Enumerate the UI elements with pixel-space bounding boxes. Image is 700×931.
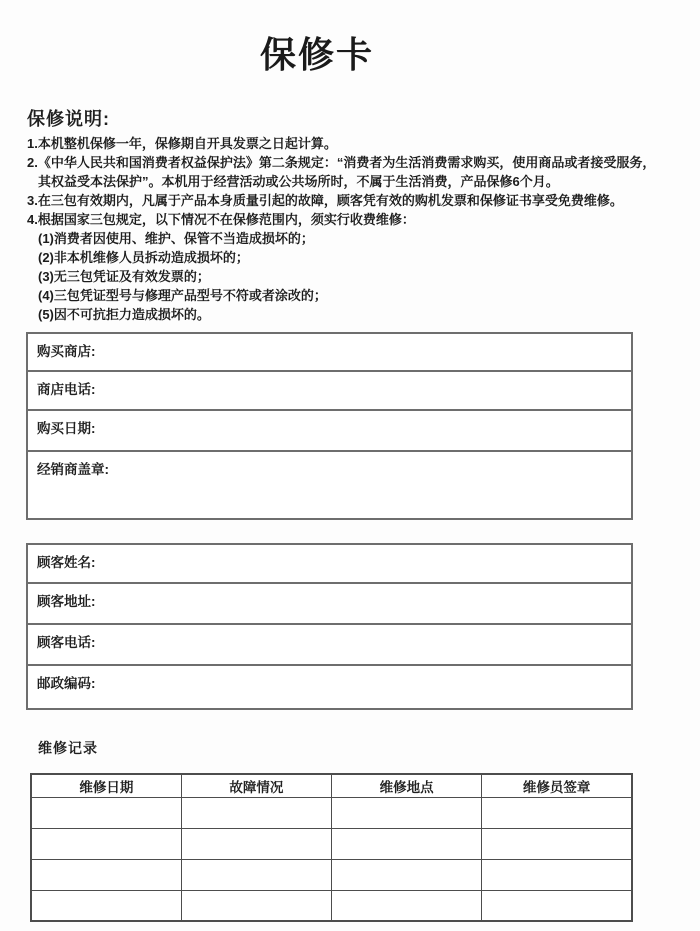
note-subitem: (1)消费者因使用、维护、保管不当造成损坏的； xyxy=(38,231,314,246)
purchase-date-label: 购买日期: xyxy=(37,421,96,436)
repair-record-cell xyxy=(332,859,482,890)
warranty-notes-list xyxy=(27,134,677,324)
note-line: 2.《中华人民共和国消费者权益保护法》第二条规定：“消费者为生活消费需求购买，使用商品或者接受服务， xyxy=(27,155,656,170)
postal-code-label: 邮政编码: xyxy=(37,676,96,691)
note-line: 1.本机整机保修一年，保修期自开具发票之日起计算。 xyxy=(27,136,337,151)
dealer-stamp-label: 经销商盖章: xyxy=(37,462,109,477)
column-header-repair-date: 维修日期 xyxy=(31,774,181,797)
repair-record-cell xyxy=(31,797,181,828)
customer-address-field xyxy=(28,584,631,625)
repair-record-cell xyxy=(332,797,482,828)
note-subitem: (4)三包凭证型号与修理产品型号不符或者涂改的； xyxy=(38,288,327,303)
note-line-continuation: 其权益受本法保护”。本机用于经营活动或公共场所时，不属于生活消费，产品保修6个月。 xyxy=(38,174,559,189)
document-title: 保修卡 xyxy=(259,34,374,75)
column-header-repair-location: 维修地点 xyxy=(332,774,482,797)
note-subitem: (2)非本机维修人员拆动造成损坏的； xyxy=(38,250,249,265)
column-header-repairer-signature: 维修员签章 xyxy=(482,774,632,797)
repair-record-row xyxy=(31,797,632,828)
repair-record-cell xyxy=(332,890,482,921)
postal-code-field xyxy=(28,666,631,708)
repair-record-cell xyxy=(181,890,331,921)
note-subitem: (5)因不可抗拒力造成损坏的。 xyxy=(38,307,210,322)
note-line: 3.在三包有效期内，凡属于产品本身质量引起的故障，顾客凭有效的购机发票和保修证书享受免费维修。 xyxy=(27,193,623,208)
dealer-info-box xyxy=(26,332,633,520)
column-header-fault-condition: 故障情况 xyxy=(181,774,331,797)
repair-record-row xyxy=(31,859,632,890)
repair-record-cell xyxy=(482,797,632,828)
repair-record-cell xyxy=(181,828,331,859)
note-line: 4.根据国家三包规定，以下情况不在保修范围内，须实行收费维修： xyxy=(27,212,415,227)
repair-record-row xyxy=(31,828,632,859)
warranty-notes-heading: 保修说明: xyxy=(27,109,110,129)
repair-record-cell xyxy=(332,828,482,859)
purchase-date-field xyxy=(28,411,631,452)
repair-records-table xyxy=(30,773,633,922)
dealer-stamp-field xyxy=(28,452,631,518)
repair-record-cell xyxy=(181,859,331,890)
customer-info-box xyxy=(26,543,633,710)
purchase-store-label: 购买商店: xyxy=(37,344,96,359)
repair-record-cell xyxy=(181,797,331,828)
customer-name-label: 顾客姓名: xyxy=(37,555,96,570)
customer-phone-field xyxy=(28,625,631,666)
store-phone-label: 商店电话: xyxy=(37,382,96,397)
purchase-store-field xyxy=(28,334,631,372)
repair-record-cell xyxy=(31,890,181,921)
title-container xyxy=(0,27,634,78)
customer-name-field xyxy=(28,545,631,584)
repair-record-row xyxy=(31,890,632,921)
repair-record-cell xyxy=(482,828,632,859)
repair-records-heading: 维修记录 xyxy=(38,740,98,756)
repair-table-header-row xyxy=(31,774,632,797)
repair-record-cell xyxy=(482,859,632,890)
store-phone-field xyxy=(28,372,631,411)
note-subitem: (3)无三包凭证及有效发票的； xyxy=(38,269,210,284)
repair-record-cell xyxy=(31,828,181,859)
customer-address-label: 顾客地址: xyxy=(37,594,96,609)
repair-record-cell xyxy=(31,859,181,890)
customer-phone-label: 顾客电话: xyxy=(37,635,96,650)
repair-record-cell xyxy=(482,890,632,921)
